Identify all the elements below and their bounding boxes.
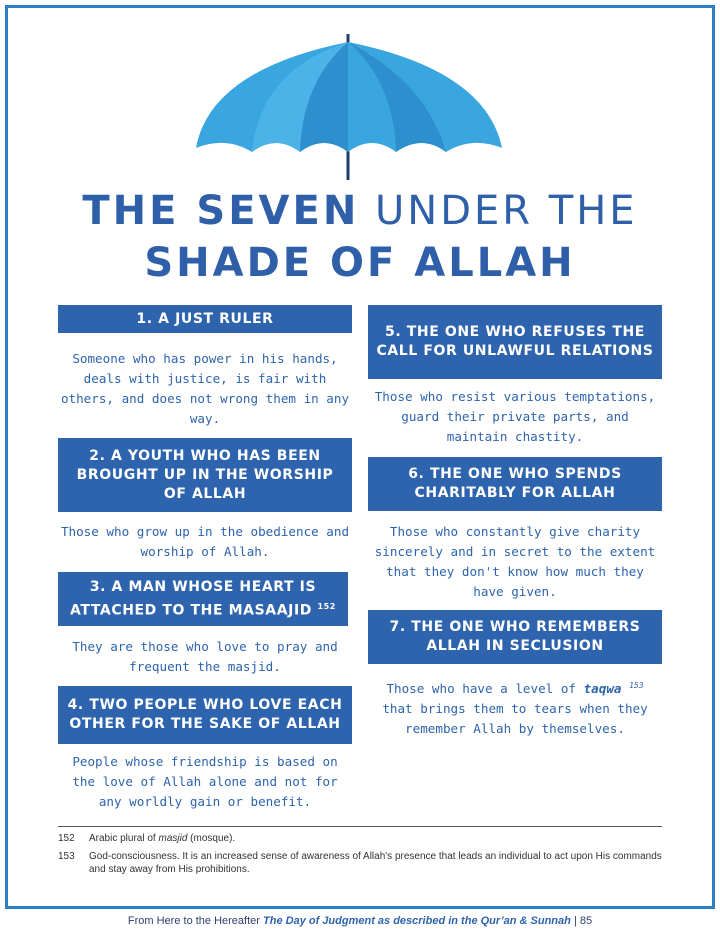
footnote-152-number: 152 [58, 833, 75, 844]
footnote-152-pre: Arabic plural of [89, 833, 156, 844]
item-7-desc [368, 676, 662, 739]
footnote-152-term: masjid [158, 833, 188, 844]
item-6-heading-text: 6. THE ONE WHO SPENDS CHARITABLY FOR ALLAH [408, 466, 622, 501]
footnote-153-text: God-consciousness. It is an increased sense of awareness of Allah's presence that leads an individual to act upon His commands and stay away from His prohibitions. [89, 851, 662, 875]
footnote-divider [58, 826, 662, 827]
item-1-heading-text: 1. A JUST RULER [136, 310, 274, 327]
item-1-heading [58, 305, 352, 333]
item-2-heading [58, 438, 352, 512]
footer-book-title: From Here to the Hereafter [127, 915, 260, 927]
item-5-desc: Those who resist various temptations, guard their private parts, and maintain chastity. [374, 389, 656, 444]
item-7-desc-pre: Those who have a level of [386, 681, 576, 697]
item-3-desc: They are those who love to pray and frequent the masjid. [72, 639, 338, 674]
item-5-heading [368, 305, 662, 379]
item-7-desc-post: that brings them to tears when they remember Allah by themselves. [382, 701, 648, 737]
item-2-heading-text: 2. A YOUTH WHO HAS BEEN BROUGHT UP IN THE WORSHIP OF ALLAH [76, 447, 334, 502]
page-title-line-2: SHADE OF ALLAH [144, 240, 576, 286]
footnote-152-post: (mosque). [190, 833, 236, 844]
title-bold-part: THE SEVEN [82, 188, 360, 234]
footer-subtitle: The Day of Judgment as described in the Qur’an & Sunnah [263, 915, 571, 927]
footnote-152-text [89, 832, 669, 845]
item-4-heading [58, 686, 352, 744]
footer-separator: | [573, 915, 577, 927]
item-7-desc-term: taqwa [583, 681, 622, 697]
item-1-desc: Someone who has power in his hands, deals with justice, is fair with others, and does not wrong them in any way. [60, 351, 350, 426]
item-2-desc: Those who grow up in the obedience and worship of Allah. [60, 524, 350, 559]
page-footer [0, 915, 720, 927]
footnote-ref-153: 153 [629, 681, 644, 690]
item-7-heading-text: 7. THE ONE WHO REMEMBERS ALLAH IN SECLUSION [389, 619, 641, 654]
item-3-heading-text: 3. A MAN WHOSE HEART IS ATTACHED TO THE MASAAJID [70, 578, 317, 619]
umbrella-icon [190, 30, 510, 190]
footnote-153-number: 153 [58, 851, 75, 862]
item-7-heading [368, 610, 662, 664]
item-4-desc: People whose friendship is based on the love of Allah alone and not for any worldly gain or benefit. [72, 754, 338, 809]
page-number: 85 [579, 915, 593, 927]
footnote-ref-152: 152 [317, 601, 336, 611]
item-6-heading [368, 457, 662, 511]
item-6-desc: Those who constantly give charity sincerely and in secret to the extent that they don't know how much they have given. [374, 524, 656, 599]
page-title-line-1 [0, 188, 720, 234]
item-5-heading-text: 5. THE ONE WHO REFUSES THE CALL FOR UNLAWFUL RELATIONS [376, 324, 654, 359]
title-normal-part: UNDER THE [375, 188, 638, 234]
item-4-heading-text: 4. TWO PEOPLE WHO LOVE EACH OTHER FOR THE SAKE OF ALLAH [67, 697, 343, 732]
item-3-heading [58, 572, 348, 626]
